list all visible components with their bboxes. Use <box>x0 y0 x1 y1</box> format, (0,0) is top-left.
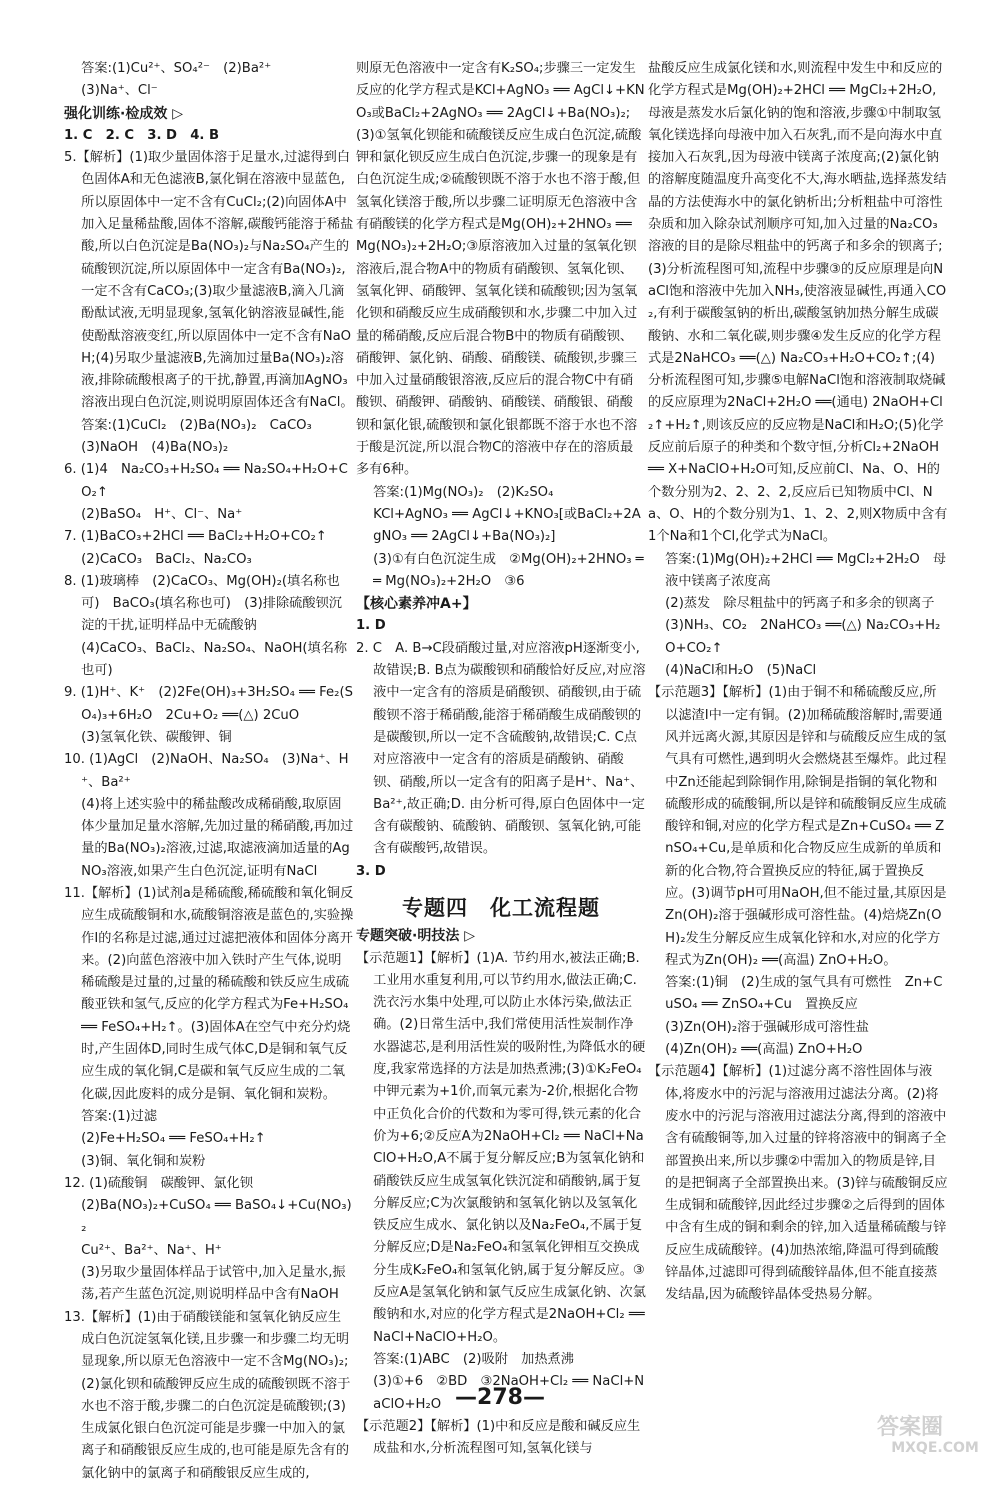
chapter-title: 专题四 化工流程题 <box>402 895 600 920</box>
paragraph: (2)蒸发 除尽粗盐中的钙离子和多余的钡离子 <box>665 596 935 612</box>
paragraph: (3)①有白色沉淀生成 ②Mg(OH)₂+2HNO₃ ══ Mg(NO₃)₂+2H₂O ③6 <box>373 551 644 589</box>
paragraph: (3)Zn(OH)₂溶于强碱形成可溶性盐 <box>665 1019 869 1035</box>
paragraph: (3)氢氧化铁、碳酸钾、铜 <box>81 729 232 745</box>
paragraph: 【示范题3】【解析】(1)由于铜不和稀硫酸反应,所以滤渣Ⅰ中一定有铜。(2)加稀硫酸溶解时,需要通风并远离火源,其原因是锌和与硫酸反应生成的氢气具有可燃性,遇到明火会燃烧甚至爆炸。此过程中Zn还能起到除铜作用,除铜是指铜的氧化物和硫酸形成的硫酸铜,所以是锌和硫酸铜反应生成硫酸锌和铜,对应的化学方程式是Zn+CuSO₄ ══ ZnSO₄+Cu,是单质和化合物反应生成新的单质和新的化合物,符合置换反应的特征,属于置换反应。(3)调节pH可用NaOH,但不能过量,其原因是Zn(OH)₂溶于强碱形成可溶性盐。(4)焙烧Zn(OH)₂发生分解反应生成氧化锌和水,对应的化学方程式为Zn(OH)₂ ══(高温) ZnO+H₂O。 <box>648 685 947 968</box>
paragraph: 答案:(1)Mg(OH)₂+2HCl ══ MgCl₂+2H₂O 母液中镁离子浓度高 <box>665 551 947 589</box>
paragraph: 6. (1)4 Na₂CO₃+H₂SO₄ ══ Na₂SO₄+H₂O+CO₂↑ <box>64 462 348 500</box>
paragraph: (2)Ba(NO₃)₂+CuSO₄ ══ BaSO₄↓+Cu(NO₃)₂ <box>81 1198 352 1236</box>
paragraph: KCl+AgNO₃ ══ AgCl↓+KNO₃[或BaCl₂+2AgNO₃ ══ 2AgCl↓+Ba(NO₃)₂] <box>373 506 641 545</box>
paragraph: (3)①+6 ②BD ③2NaOH+Cl₂ ══ NaCl+NaClO+H₂O <box>373 1374 645 1412</box>
paragraph: 盐酸反应生成氯化镁和水,则流程中发生中和反应的化学方程式是Mg(OH)₂+2HCl ══ MgCl₂+2H₂O,母液是蒸发水后氯化钠的饱和溶液,步骤①中制取氢氧化镁选择向母液中加入石灰乳,而不是向海水中直接加入石灰乳,因为母液中镁离子浓度高;(2)氯化钠的溶解度随温度升高变化不大,海水晒盐,选择蒸发结晶的方法使海水中的氯化钠析出;分析粗盐中可溶性杂质和加入除杂试剂顺序可知,加入过量的Na₂CO₃溶液的目的是除尽粗盐中的钙离子和多余的钡离子;(3)分析流程图可知,流程中步骤③的反应原理是向NaCl饱和溶液中先加入NH₃,使溶液显碱性,再通入CO₂,有利于碳酸氢钠的析出,碳酸氢钠加热分解生成碳酸钠、水和二氧化碳,则步骤④发生反应的化学方程式是2NaHCO₃ ══(△) Na₂CO₃+H₂O+CO₂↑;(4)分析流程图可知,步骤⑤电解NaCl饱和溶液制取烧碱的反应原理为2NaCl+2H₂O ══(通电) 2NaOH+Cl₂↑+H₂↑,则该反应的反应物是NaCl和H₂O;(5)化学反应前后原子的种类和个数守恒,分析Cl₂+2NaOH ══ X+NaClO+H₂O可知,反应前Cl、Na、O、H的个数分别为2、2、2、2,反应后已知物质中Cl、Na、O、H的个数分别为1、1、2、2,则X物质中含有1个Na和1个Cl,化学式为NaCl。 <box>648 61 948 545</box>
paragraph: (4)CaCO₃、BaCl₂、Na₂SO₄、NaOH(填名称也可) <box>81 640 348 679</box>
paragraph: 答案:(1)Mg(NO₃)₂ (2)K₂SO₄ <box>373 484 554 500</box>
paragraph: 10. (1)AgCl (2)NaOH、Na₂SO₄ (3)Na⁺、H⁺、Ba²⁺ <box>64 752 349 790</box>
page-number: —278— <box>455 1385 545 1410</box>
column-left <box>64 58 354 1485</box>
paragraph: 12. (1)硫酸铜 碳酸钾、氯化钡 <box>64 1175 253 1191</box>
paragraph: (4)将上述实验中的稀盐酸改成稀硝酸,取原固体少量加足量水溶解,先加过量的稀硝酸,再加过量的Ba(NO₃)₂溶液,过滤,取滤液滴加适量的AgNO₃溶液,如果产生白色沉淀,证明有NaCl <box>81 796 354 879</box>
section-heading: 专题突破·明技法 ▷ <box>356 928 475 945</box>
paragraph: 7. (1)BaCO₃+2HCl ══ BaCl₂+H₂O+CO₂↑ <box>64 529 327 545</box>
paragraph: 5.【解析】(1)取少量固体溶于足量水,过滤得到白色固体A和无色滤液B,氯化铜在溶液中显蓝色,所以原固体中一定不含有CuCl₂;(2)向固体A中加入足量稀盐酸,固体不溶解,碳酸钙能溶于稀盐酸,所以白色沉淀是Ba(NO₃)₂与Na₂SO₄产生的硫酸钡沉淀,所以原固体中一定含有Ba(NO₃)₂,一定不含有CaCO₃;(3)取少量滤液B,滴入几滴酚酞试液,无明显现象,氢氧化钠溶液显碱性,能使酚酞溶液变红,所以原固体中一定不含有NaOH;(4)另取少量滤液B,先滴加过量Ba(NO₃)₂溶液,排除硫酸根离子的干扰,静置,再滴加AgNO₃溶液出现白色沉淀,则说明原固体还含有NaCl。 <box>64 150 354 411</box>
paragraph: 答案:(1)过滤 <box>81 1108 158 1124</box>
paragraph: 13.【解析】(1)由于硝酸镁能和氢氧化钠反应生成白色沉淀氢氧化镁,且步骤一和步骤二均无明显现象,所以原无色溶液中一定不含Mg(NO₃)₂;(2)氯化钡和硫酸钾反应生成的硫酸钡既不溶于水也不溶于酸,步骤二的白色沉淀是硫酸钡;(3)生成氯化银白色沉淀可能是步骤一中加入的氯离子和硝酸银反应生成的,也可能是原先含有的氯化钠中的氯离子和硝酸银反应生成的, <box>64 1309 351 1481</box>
paragraph: 答案:(1)Cu²⁺、SO₄²⁻ (2)Ba²⁺ <box>81 61 272 76</box>
paragraph: 3. D <box>356 863 386 879</box>
paragraph: (3)NaOH (4)Ba(NO₃)₂ <box>81 440 229 456</box>
paragraph: (2)BaSO₄ H⁺、Cl⁻、Na⁺ <box>81 506 243 522</box>
paragraph: 1. D <box>356 618 386 634</box>
paragraph: 2. C A. B→C段硝酸过量,对应溶液pH逐渐变小,故错误;B. B点为碳酸钡和硝酸恰好反应,对应溶液中一定含有的溶质是硝酸钡、硝酸钡,由于硫酸钡不溶于稀硝酸,能溶于稀硝酸生成硝酸钡的是碳酸钡,所以一定不含硫酸钠,故错误;C. C点对应溶液中一定含有的溶质是硝酸钠、硝酸钡、硝酸,所以一定含有的阳离子是H⁺、Na⁺、Ba²⁺,故正确;D. 由分析可得,原白色固体中一定含有碳酸钠、硫酸钠、硝酸钡、氢氧化钠,可能含有碳酸钙,故错误。 <box>356 640 646 857</box>
column-middle <box>356 58 646 1460</box>
paragraph: 1. C 2. C 3. D 4. B <box>64 127 220 143</box>
paragraph: (2)CaCO₃ BaCl₂、Na₂CO₃ <box>81 551 252 567</box>
paragraph: (3)Na⁺、Cl⁻ <box>81 83 158 99</box>
paragraph: 【示范题4】【解析】(1)过滤分离不溶性固体与液体,将废水中的污泥与溶液用过滤法分离。(2)将废水中的污泥与溶液用过滤法分离,得到的溶液中含有硫酸铜等,加入过量的锌将溶液中的铜离子全部置换出来,所以步骤②中需加入的物质是锌,目的是把铜离子全部置换出来。(3)锌与硫酸铜反应生成铜和硫酸锌,因此经过步骤②之后得到的固体中含有生成的铜和剩余的锌,加入适量稀硫酸与锌反应生成硫酸锌。(4)加热浓缩,降温可得到硫酸锌晶体,过滤即可得到硫酸锌晶体,但不能直接蒸发结晶,因为硫酸锌晶体受热易分解。 <box>648 1064 948 1303</box>
paragraph: 答案:(1)ABC (2)吸附 加热煮沸 <box>373 1351 574 1367</box>
paragraph: (4)NaCl和H₂O (5)NaCl <box>665 663 817 679</box>
section-heading: 强化训练·检成效 ▷ <box>64 105 183 122</box>
paragraph: 则原无色溶液中一定含有K₂SO₄;步骤三一定发生反应的化学方程式是KCl+AgNO₃ ══ AgCl↓+KNO₃或BaCl₂+2AgNO₃ ══ 2AgCl↓+Ba(NO₃)₂;(3)①氢氧化钡能和硫酸镁反应生成白色沉淀,硫酸钾和氯化钡反应生成白色沉淀,步骤一的现象是有白色沉淀生成;②硫酸钡既不溶于水也不溶于酸,但氢氧化镁溶于酸,所以步骤二证明原无色溶液中含有硝酸镁的化学方程式是Mg(OH)₂+2HNO₃ ══ Mg(NO₃)₂+2H₂O;③原溶液加入过量的氢氧化钡溶液后,混合物A中的物质有硝酸钡、氢氧化钡、氢氧化钾、硝酸钾、氢氧化镁和硫酸钡;因为氢氧化钡和硝酸反应生成硝酸钡和水,步骤二中加入过量的稀硝酸,反应后混合物B中的物质有硝酸钡、硝酸钾、氯化钠、硝酸、硝酸镁、硫酸钡,步骤三中加入过量硝酸银溶液,反应后的混合物C中有硝酸钡、硝酸钾、硝酸钠、硝酸镁、硝酸银、硝酸钡和氯化银,硫酸钡和氯化银都既不溶于水也不溶于酸是沉淀,所以混合物C的溶液中存在的溶质最多有6种。 <box>356 61 645 478</box>
paragraph: 答案:(1)CuCl₂ (2)Ba(NO₃)₂ CaCO₃ <box>81 417 312 433</box>
section-heading: 【核心素养冲A+】 <box>356 596 477 613</box>
paragraph: 【示范题1】【解析】(1)A. 节约用水,被法正确;B. 工业用水重复利用,可以节约用水,做法正确;C. 洗衣污水集中处理,可以防止水体污染,做法正确。(2)日常生活中,我们常使用活性炭制作净水器滤芯,是利用活性炭的吸附性,为降低水的硬度,我家常选择的方法是加热煮沸;(3)①K₂FeO₄中钾元素为+1价,而氧元素为-2价,根据化合物中正负化合价的代数和为零可得,铁元素的化合价为+6;②反应A为2NaOH+Cl₂ ══ NaCl+NaClO+H₂O,A不属于复分解反应;B为氢氧化钠和硝酸铁反应生成氢氧化铁沉淀和硝酸钠,属于复分解反应;C为次氯酸钠和氢氧化钠以及氢氧化铁反应生成水、氯化钠以及Na₂FeO₄,不属于复分解反应;D是Na₂FeO₄和氢氧化钾相互交换成分生成K₂FeO₄和氢氧化钠,属于复分解反应。③反应A是氢氧化钠和氯气反应生成氯化钠、次氯酸钠和水,对应的化学方程式是2NaOH+Cl₂ ══ NaCl+NaClO+H₂O。 <box>356 950 646 1345</box>
paragraph: 【示范题2】【解析】(1)中和反应是酸和碱反应生成盐和水,分析流程图可知,氢氧化镁与 <box>356 1418 641 1457</box>
paragraph: Cu²⁺、Ba²⁺、Na⁺、H⁺ <box>81 1242 222 1258</box>
paragraph: (3)铜、氧化铜和炭粉 <box>81 1153 206 1169</box>
paragraph: 9. (1)H⁺、K⁺ (2)2Fe(OH)₃+3H₂SO₄ ══ Fe₂(SO₄)₃+6H₂O 2Cu+O₂ ══(△) 2CuO <box>64 685 353 723</box>
watermark-logo: 答案圈 <box>876 1415 943 1440</box>
paragraph: (2)Fe+H₂SO₄ ══ FeSO₄+H₂↑ <box>81 1131 266 1147</box>
paragraph: 答案:(1)铜 (2)生成的氢气具有可燃性 Zn+CuSO₄ ══ ZnSO₄+Cu 置换反应 <box>665 975 943 1013</box>
paragraph: 11.【解析】(1)试剂a是稀硫酸,稀硫酸和氧化铜反应生成硫酸铜和水,硫酸铜溶液是蓝色的,实验操作Ⅰ的名称是过滤,通过过滤把液体和固体分离开来。(2)向蓝色溶液中加入铁时产生气体,说明稀硫酸是过量的,过量的稀硫酸和铁反应生成硫酸亚铁和氢气,反应的化学方程式为Fe+H₂SO₄ ══ FeSO₄+H₂↑。(3)固体A在空气中充分灼烧时,产生固体D,同时生成气体C,D是铜和氧气反应生成的氧化铜,C是碳和氧气反应生成的二氧化碳,因此废料的成分是铜、氧化铜和炭粉。 <box>64 885 354 1102</box>
paragraph: (3)另取少量固体样品于试管中,加入足量水,振荡,若产生蓝色沉淀,则说明样品中含有NaOH <box>81 1265 346 1303</box>
watermark-url: MXQE.COM <box>891 1440 979 1456</box>
column-right <box>648 58 948 1307</box>
paragraph: (3)NH₃、CO₂ 2NaHCO₃ ══(△) Na₂CO₃+H₂O+CO₂↑ <box>665 618 941 656</box>
paragraph: 8. (1)玻璃棒 (2)CaCO₃、Mg(OH)₂(填名称也可) BaCO₃(填名称也可) (3)排除硫酸钡沉淀的干扰,证明样品中无硫酸钠 <box>64 573 342 634</box>
paragraph: (4)Zn(OH)₂ ══(高温) ZnO+H₂O <box>665 1042 863 1058</box>
